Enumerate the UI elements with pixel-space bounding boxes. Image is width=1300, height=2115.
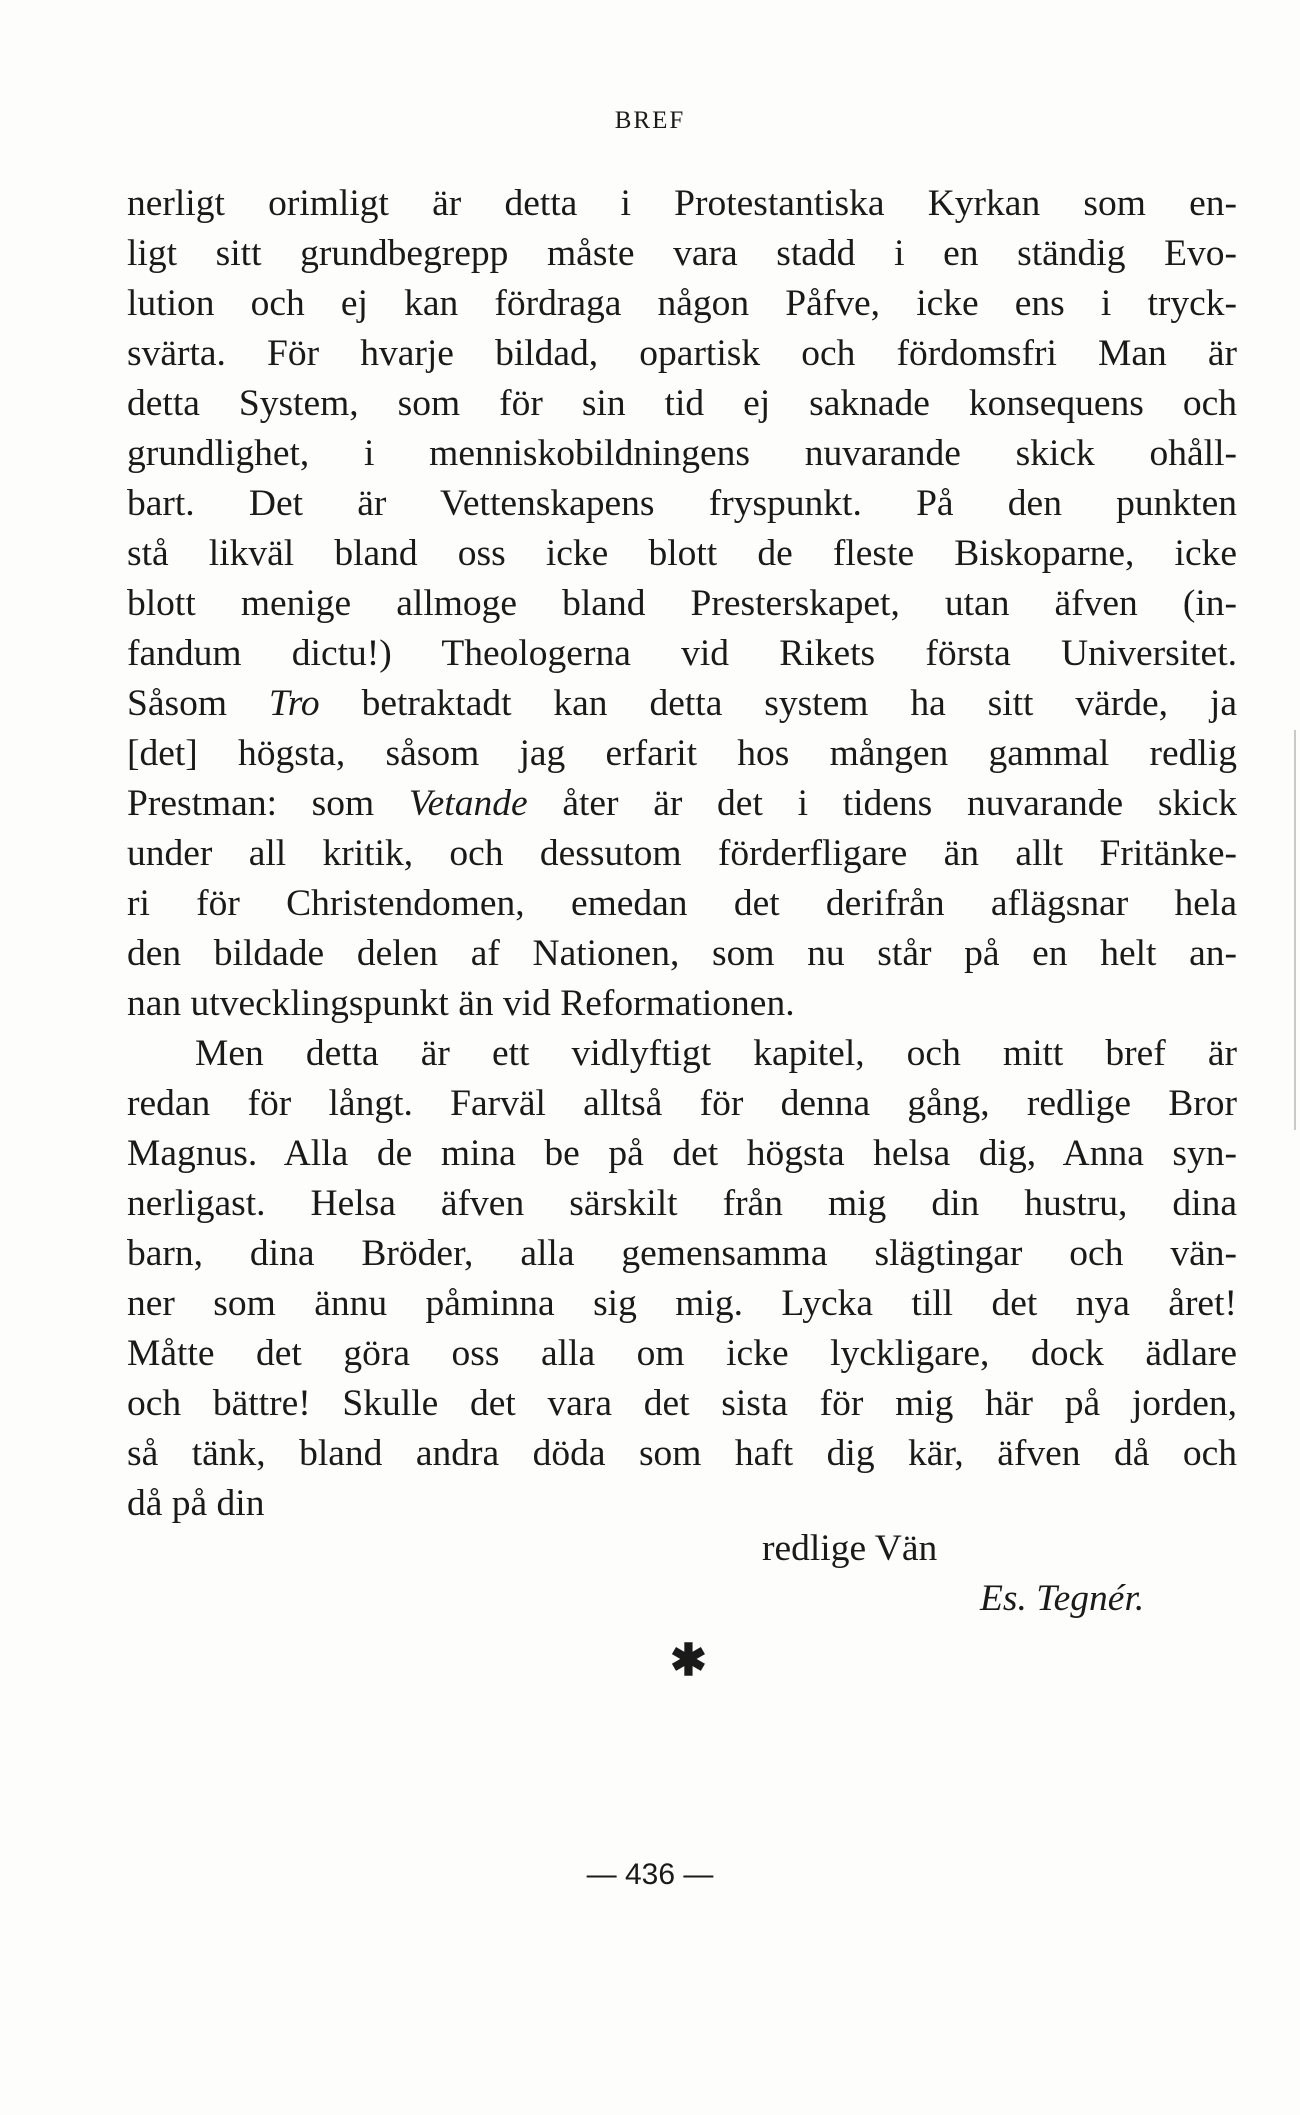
text-line: detta System, som för sin tid ej saknade konsequens och bbox=[127, 383, 1237, 424]
emphasis-tro: Tro bbox=[268, 683, 320, 724]
text-line: nerligast. Helsa äfven särskilt från mig din hustru, dina bbox=[127, 1183, 1237, 1224]
text-fragment: Prestman: som bbox=[127, 783, 409, 824]
text-line: blott menige allmoge bland Presterskapet, utan äfven (in- bbox=[127, 583, 1237, 624]
text-fragment: åter är det i tidens nuvarande skick bbox=[527, 783, 1237, 824]
letter-body bbox=[127, 179, 1237, 1529]
text-line: svärta. För hvarje bildad, opartisk och fördomsfri Man är bbox=[127, 333, 1237, 374]
text-fragment: betraktadt kan detta system ha sitt värde, ja bbox=[319, 683, 1237, 724]
page-edge-divider bbox=[1294, 730, 1296, 1130]
text-fragment: Såsom bbox=[127, 683, 269, 724]
text-line: under all kritik, och dessutom förderfligare än allt Fritänke- bbox=[127, 833, 1237, 874]
text-line: ri för Christendomen, emedan det derifrån aflägsnar hela bbox=[127, 883, 1237, 924]
text-line: ligt sitt grundbegrepp måste vara stadd i en ständig Evo- bbox=[127, 233, 1237, 274]
text-line: [det] högsta, såsom jag erfarit hos mången gammal redlig bbox=[127, 733, 1237, 774]
text-line: grundlighet, i menniskobildningens nuvarande skick ohåll- bbox=[127, 433, 1237, 474]
text-line: Magnus. Alla de mina be på det högsta helsa dig, Anna syn- bbox=[127, 1133, 1237, 1174]
text-line: nan utvecklingspunkt än vid Reformationen. bbox=[127, 983, 795, 1024]
emphasis-vetande: Vetande bbox=[408, 783, 528, 824]
text-line bbox=[127, 779, 1237, 829]
text-line: stå likväl bland oss icke blott de fleste Biskoparne, icke bbox=[127, 533, 1237, 574]
running-title: BREF bbox=[614, 107, 686, 134]
text-line: så tänk, bland andra döda som haft dig kär, äfven då och bbox=[127, 1433, 1237, 1474]
text-line: och bättre! Skulle det vara det sista för mig här på jorden, bbox=[127, 1383, 1237, 1424]
text-line: lution och ej kan fördraga någon Påfve, icke ens i tryck- bbox=[127, 283, 1237, 324]
text-line: bart. Det är Vettenskapens fryspunkt. På den punkten bbox=[127, 483, 1237, 524]
text-line: nerligt orimligt är detta i Protestantiska Kyrkan som en- bbox=[127, 183, 1237, 224]
asterisk-ornament-icon: ✱ bbox=[670, 1636, 707, 1685]
closing-salutation: redlige Vän bbox=[762, 1528, 938, 1569]
text-line bbox=[127, 679, 1237, 729]
paragraph-start-line: Men detta är ett vidlyftigt kapitel, och mitt bref är bbox=[195, 1033, 1237, 1074]
text-line: Måtte det göra oss alla om icke lyckligare, dock ädlare bbox=[127, 1333, 1237, 1374]
signature: Es. Tegnér. bbox=[980, 1578, 1145, 1619]
text-line: ner som ännu påminna sig mig. Lycka till det nya året! bbox=[127, 1283, 1237, 1324]
text-line: då på din bbox=[127, 1483, 265, 1524]
text-line: redan för långt. Farväl alltså för denna gång, redlige Bror bbox=[127, 1083, 1237, 1124]
text-line: barn, dina Bröder, alla gemensamma slägtingar och vän- bbox=[127, 1233, 1237, 1274]
text-line: den bildade delen af Nationen, som nu står på en helt an- bbox=[127, 933, 1237, 974]
page-number: — 436 — bbox=[586, 1858, 714, 1891]
text-line: fandum dictu!) Theologerna vid Rikets första Universitet. bbox=[127, 633, 1237, 674]
